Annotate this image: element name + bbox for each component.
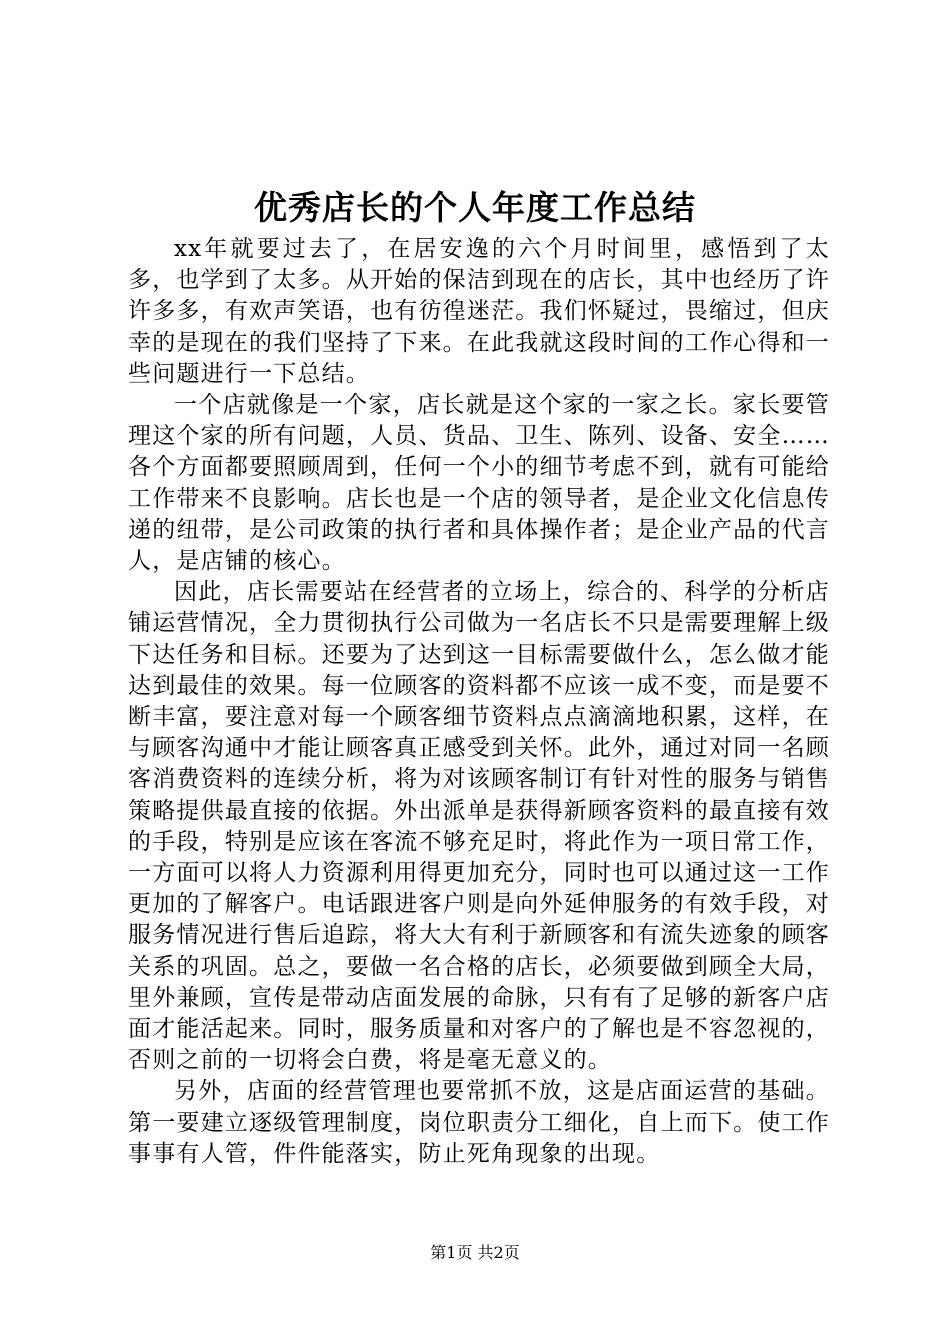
paragraph-3: 因此，店长需要站在经营者的立场上，综合的、科学的分析店铺运营情况，全力贯彻执行公司做为一名店长不只是需要理解上级下达任务和目标。还要为了达到这一目标需要做什么，怎么做才能达到最佳的效果。每一位顾客的资料都不应该一成不变，而是要不断丰富，要注意对每一个顾客细节资料点点滴滴地积累，这样，在与顾客沟通中才能让顾客真正感受到关怀。此外，通过对同一名顾客消费资料的连续分析，将为对该顾客制订有针对性的服务与销售策略提供最直接的依据。外出派单是获得新顾客资料的最直接有效的手段，特别是应该在客流不够充足时，将此作为一项日常工作，一方面可以将人力资源利用得更加充分，同时也可以通过这一工作更加的了解客户。电话跟进客户则是向外延伸服务的有效手段，对服务情况进行售后追踪，将大大有利于新顾客和有流失迹象的顾客关系的巩固。总之，要做一名合格的店长，必须要做到顾全大局，里外兼顾，宣传是带动店面发展的命脉，只有有了足够的新客户店面才能活起来。同时，服务质量和对客户的了解也是不容忽视的，否则之前的一切将会白费，将是毫无意义的。 xyxy=(128,579,830,1074)
paragraph-2: 一个店就像是一个家，店长就是这个家的一家之长。家长要管理这个家的所有问题，人员、货品、卫生、陈列、设备、安全……各个方面都要照顾周到，任何一个小的细节考虑不到，就有可能给工作带来不良影响。店长也是一个店的领导者，是企业文化信息传递的纽带，是公司政策的执行者和具体操作者；是企业产品的代言人，是店铺的核心。 xyxy=(128,392,830,575)
document-title: 优秀店长的个人年度工作总结 xyxy=(254,188,696,227)
document-body xyxy=(128,234,830,1170)
paragraph-1: xx年就要过去了，在居安逸的六个月时间里，感悟到了太多，也学到了太多。从开始的保洁到现在的店长，其中也经历了许许多多，有欢声笑语，也有彷徨迷茫。我们怀疑过，畏缩过，但庆幸的是现在的我们坚持了下来。在此我就这段时间的工作心得和一些问题进行一下总结。 xyxy=(128,236,830,387)
paragraph-4: 另外，店面的经营管理也要常抓不放，这是店面运营的基础。第一要建立逐级管理制度，岗位职责分工细化，自上而下。使工作事事有人管，件件能落实，防止死角现象的出现。 xyxy=(128,1078,830,1167)
page-footer: 第1页 共2页 xyxy=(430,1243,520,1262)
